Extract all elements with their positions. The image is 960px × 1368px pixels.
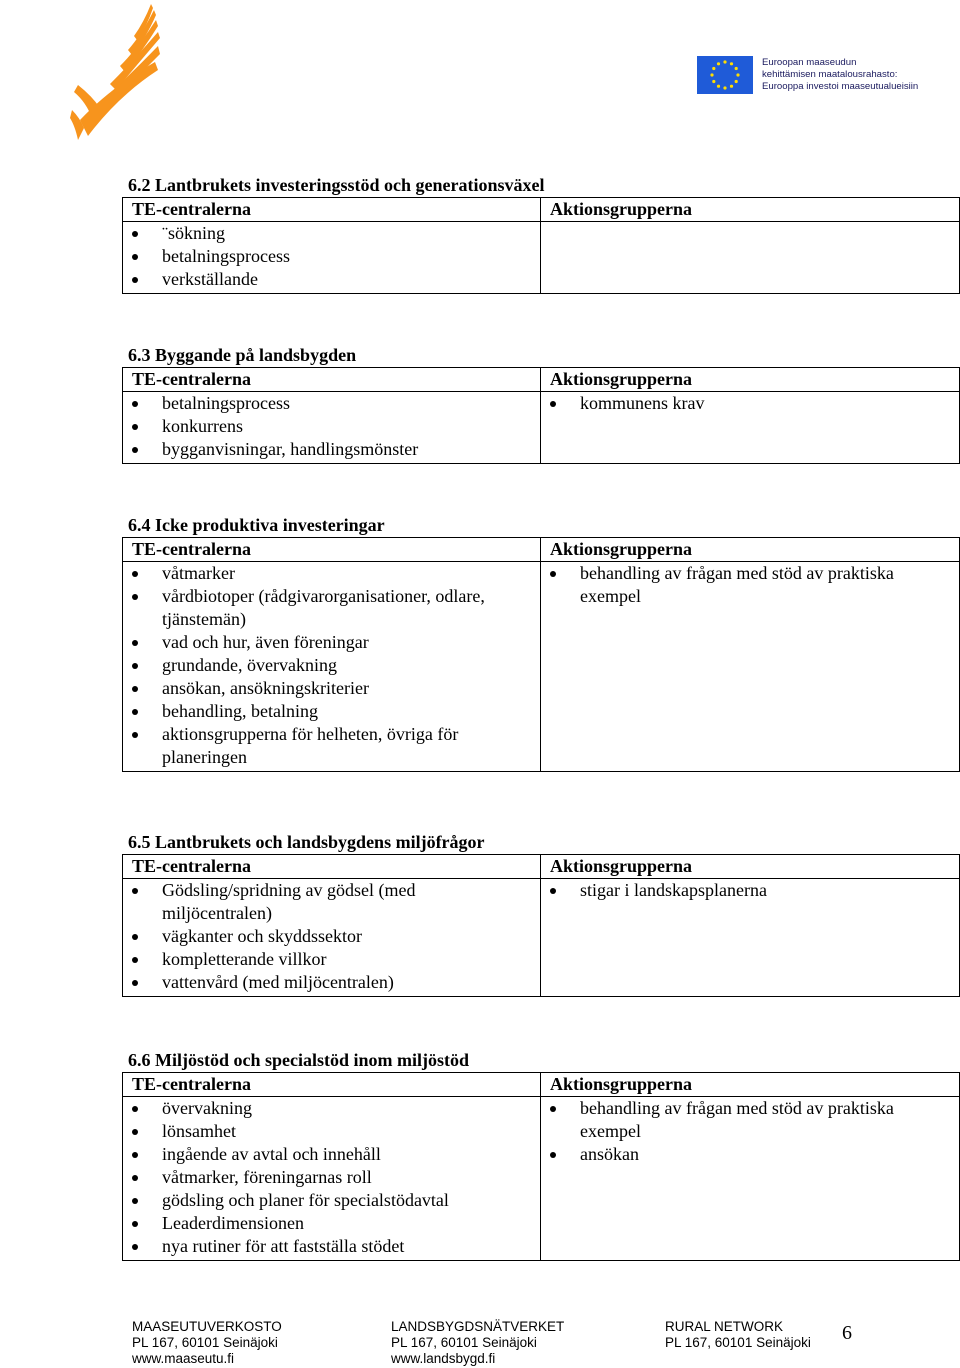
bullet-item	[123, 631, 540, 654]
bullet-item	[123, 723, 540, 769]
bullet-item	[541, 392, 959, 415]
bullet-item-text: miljöcentralen)	[162, 903, 272, 923]
bullet-item	[123, 948, 540, 971]
eu-funding-block	[697, 56, 947, 96]
footer-website-link[interactable]: www.maaseutu.fi	[132, 1351, 235, 1366]
bullet-item-text: ingående av avtal och innehåll	[162, 1144, 381, 1164]
bullet-item-text: nya rutiner för att fastställa stödet	[162, 1236, 405, 1256]
aktionsgrupperna-cell	[541, 392, 960, 464]
bullet-item	[123, 585, 540, 631]
footer-col-1	[132, 1319, 282, 1367]
bullet-item	[123, 1212, 540, 1235]
bullet-item-text: aktionsgrupperna för helheten, övriga för	[162, 724, 459, 744]
bullet-item	[541, 1097, 959, 1143]
section-6-5	[122, 830, 959, 997]
te-centralerna-header: TE-centralerna	[132, 856, 251, 876]
bullet-item-text: bygganvisningar, handlingsmönster	[162, 439, 419, 459]
bullet-item	[123, 1143, 540, 1166]
aktionsgrupperna-header-cell	[541, 855, 960, 879]
te-centralerna-header: TE-centralerna	[132, 199, 251, 219]
aktionsgrupperna-header: Aktionsgrupperna	[550, 199, 693, 219]
bullet-item-text: planeringen	[162, 747, 247, 767]
bullet-item	[123, 245, 540, 268]
footer-col-3	[665, 1319, 811, 1351]
te-centralerna-header-cell	[123, 198, 541, 222]
aktionsgrupperna-cell	[541, 1097, 960, 1261]
section-6-3	[122, 343, 959, 464]
bullet-item-text: exempel	[580, 1121, 641, 1141]
bullet-item-text: gödsling och planer för specialstödavtal	[162, 1190, 449, 1210]
footer-org-name: MAASEUTUVERKOSTO	[132, 1319, 282, 1334]
bullet-item	[123, 562, 540, 585]
bullet-item	[123, 392, 540, 415]
bullet-item-text: Leaderdimensionen	[162, 1213, 304, 1233]
responsibility-table	[122, 537, 960, 772]
bullet-item-text: vattenvård (med miljöcentralen)	[162, 972, 394, 992]
footer-org-name: RURAL NETWORK	[665, 1319, 784, 1334]
footer-address: PL 167, 60101 Seinäjoki	[132, 1335, 278, 1350]
bullet-item	[123, 654, 540, 677]
left-bullet-list	[123, 1097, 540, 1260]
bullet-item-text: vad och hur, även föreningar	[162, 632, 369, 652]
right-bullet-list	[541, 1097, 959, 1168]
bullet-item-text: stigar i landskapsplanerna	[580, 880, 767, 900]
aktionsgrupperna-header-cell	[541, 198, 960, 222]
bullet-item-text: ¨sökning	[162, 223, 225, 243]
section-title: 6.3 Byggande på landsbygden	[128, 345, 357, 365]
right-bullet-list	[541, 392, 959, 417]
right-bullet-list	[541, 222, 959, 224]
aktionsgrupperna-header: Aktionsgrupperna	[550, 369, 693, 389]
left-bullet-list	[123, 392, 540, 463]
bullet-item	[123, 1189, 540, 1212]
bullet-item-text: vägkanter och skyddssektor	[162, 926, 362, 946]
section-title: 6.6 Miljöstöd och specialstöd inom miljöstöd	[128, 1050, 470, 1070]
section-title: 6.5 Lantbrukets och landsbygdens miljöfrågor	[128, 832, 485, 852]
section-6-2	[122, 173, 959, 294]
te-centralerna-cell	[123, 392, 541, 464]
bullet-item	[123, 1235, 540, 1258]
bullet-item	[123, 677, 540, 700]
bullet-item	[123, 415, 540, 438]
bullet-item	[123, 438, 540, 461]
responsibility-table	[122, 1072, 960, 1261]
bullet-item-text: konkurrens	[162, 416, 243, 436]
bullet-item-text: kommunens krav	[580, 393, 705, 413]
bullet-item	[123, 700, 540, 723]
aktionsgrupperna-cell	[541, 562, 960, 772]
bullet-item-text: betalningsprocess	[162, 393, 290, 413]
responsibility-table	[122, 367, 960, 464]
eu-line: Euroopan maaseudun	[762, 57, 857, 68]
te-centralerna-header: TE-centralerna	[132, 539, 251, 559]
bullet-item	[541, 879, 959, 902]
bullet-item-text: övervakning	[162, 1098, 252, 1118]
footer-org-name: LANDSBYGDSNÄTVERKET	[391, 1319, 565, 1334]
section-title: 6.4 Icke produktiva investeringar	[128, 515, 385, 535]
bullet-item-text: Gödsling/spridning av gödsel (med	[162, 880, 416, 900]
aktionsgrupperna-header: Aktionsgrupperna	[550, 539, 693, 559]
te-centralerna-header: TE-centralerna	[132, 1074, 251, 1094]
footer-col-2	[391, 1319, 564, 1367]
footer-address: PL 167, 60101 Seinäjoki	[391, 1335, 537, 1350]
bullet-item-text: verkställande	[162, 269, 258, 289]
bullet-item-text: exempel	[580, 586, 641, 606]
left-bullet-list	[123, 879, 540, 996]
bullet-item	[123, 1097, 540, 1120]
aktionsgrupperna-header: Aktionsgrupperna	[550, 856, 693, 876]
bullet-item-text: behandling, betalning	[162, 701, 318, 721]
footer-address: PL 167, 60101 Seinäjoki	[665, 1335, 811, 1350]
eu-line: kehittämisen maatalousrahasto:	[762, 69, 898, 80]
section-title: 6.2 Lantbrukets investeringsstöd och generationsväxel	[128, 175, 545, 195]
aktionsgrupperna-header: Aktionsgrupperna	[550, 1074, 693, 1094]
left-bullet-list	[123, 222, 540, 293]
bullet-item	[123, 879, 540, 925]
te-centralerna-header-cell	[123, 368, 541, 392]
bullet-item	[123, 222, 540, 245]
bullet-item-text: behandling av frågan med stöd av praktiska	[580, 1098, 894, 1118]
te-centralerna-header-cell	[123, 855, 541, 879]
bullet-item	[123, 1120, 540, 1143]
aktionsgrupperna-header-cell	[541, 368, 960, 392]
bullet-item-text: tjänstemän)	[162, 609, 246, 629]
page-number: 6	[842, 1322, 852, 1344]
section-6-4	[122, 513, 959, 772]
section-6-6	[122, 1048, 959, 1261]
te-centralerna-header: TE-centralerna	[132, 369, 251, 389]
aktionsgrupperna-header-cell	[541, 1073, 960, 1097]
responsibility-table	[122, 854, 960, 997]
te-centralerna-cell	[123, 1097, 541, 1261]
right-bullet-list	[541, 562, 959, 610]
te-centralerna-cell	[123, 879, 541, 997]
bullet-item-text: kompletterande villkor	[162, 949, 327, 969]
bullet-item-text: ansökan, ansökningskriterier	[162, 678, 369, 698]
bullet-item	[123, 971, 540, 994]
footer-website-link[interactable]: www.landsbygd.fi	[391, 1351, 496, 1366]
bullet-item-text: ansökan	[580, 1144, 639, 1164]
bullet-item-text: vårdbiotoper (rådgivarorganisationer, odlare,	[162, 586, 485, 606]
eu-line: Eurooppa investoi maaseutualueisiin	[762, 81, 919, 92]
bullet-item-text: betalningsprocess	[162, 246, 290, 266]
bullet-item	[541, 562, 959, 608]
aktionsgrupperna-cell	[541, 879, 960, 997]
bullet-item	[541, 1143, 959, 1166]
maaseutuverkosto-logo	[70, 0, 170, 145]
bullet-item-text: lönsamhet	[162, 1121, 236, 1141]
bullet-item-text: grundande, övervakning	[162, 655, 337, 675]
aktionsgrupperna-header-cell	[541, 538, 960, 562]
bullet-item	[123, 1166, 540, 1189]
te-centralerna-header-cell	[123, 1073, 541, 1097]
te-centralerna-cell	[123, 222, 541, 294]
bullet-item-text: våtmarker, föreningarnas roll	[162, 1167, 372, 1187]
te-centralerna-header-cell	[123, 538, 541, 562]
te-centralerna-cell	[123, 562, 541, 772]
eu-flag-icon	[697, 56, 753, 94]
responsibility-table	[122, 197, 960, 294]
bullet-item-text: behandling av frågan med stöd av praktiska	[580, 563, 894, 583]
right-bullet-list	[541, 879, 959, 904]
aktionsgrupperna-cell	[541, 222, 960, 294]
eu-funding-text	[762, 57, 918, 93]
bullet-item	[123, 925, 540, 948]
bullet-item	[123, 268, 540, 291]
left-bullet-list	[123, 562, 540, 771]
bullet-item-text: våtmarker	[162, 563, 235, 583]
